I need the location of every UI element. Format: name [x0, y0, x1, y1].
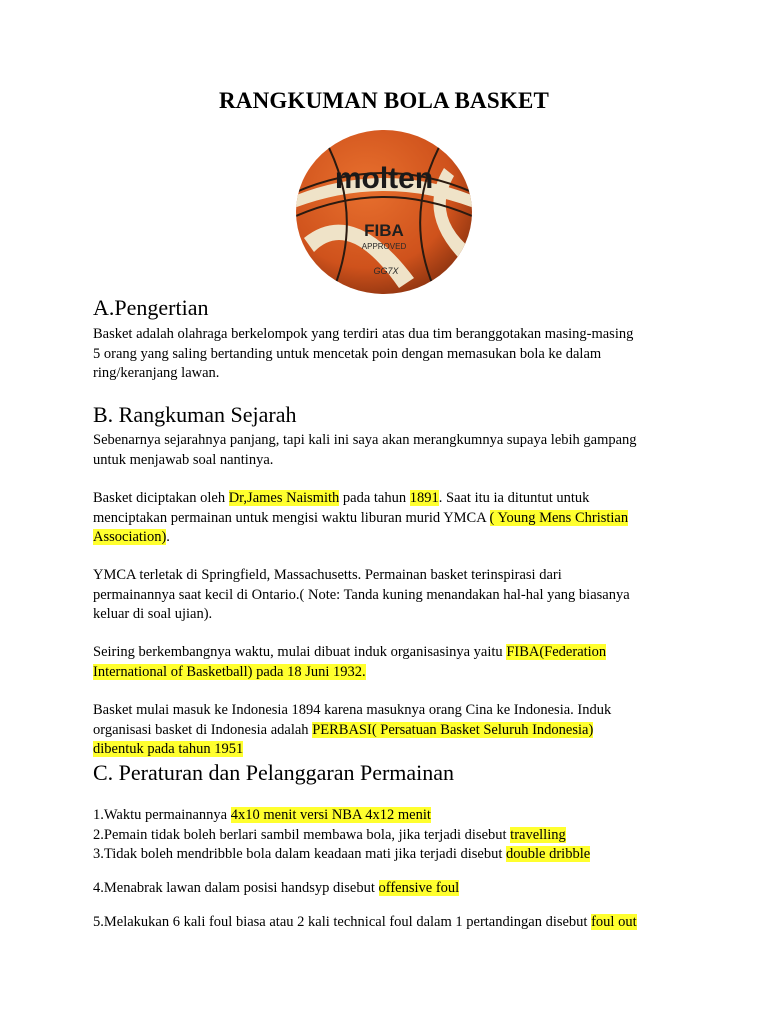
section-b-paragraph-indonesia	[93, 701, 683, 760]
text-line: Seiring berkembangnya waktu, mulai dibuat induk organisasinya yaitu FIBA(Federation	[93, 644, 607, 660]
text-line: 5 orang yang saling bertanding untuk mencetak poin dengan memasukan bola ke dalam	[93, 345, 602, 362]
rule-item: 4.Menabrak lawan dalam posisi handsyp disebut offensive foul	[93, 880, 460, 896]
basketball-image	[294, 128, 474, 296]
text-line	[93, 740, 683, 760]
highlight-year: 1891	[409, 490, 439, 506]
highlight-perbasi-cont: dibentuk pada tahun 1951	[93, 741, 244, 757]
rule-item: 2.Pemain tidak boleh berlari sambil membawa bola, jika terjadi disebut travelling	[93, 826, 566, 843]
text-line: Basket mulai masuk ke Indonesia 1894 karena masuknya orang Cina ke Indonesia. Induk	[93, 702, 612, 718]
rule-item: 1.Waktu permainannya 4x10 menit versi NBA 4x12 menit	[93, 807, 431, 823]
text-line: untuk menjawab soal nantinya.	[93, 451, 274, 468]
highlight-ymca-cont: Association)	[93, 529, 167, 545]
text-line: YMCA terletak di Springfield, Massachusetts. Permainan basket terinspirasi dari	[93, 567, 562, 583]
text-line: keluar di soal ujian).	[93, 606, 213, 622]
ball-approval: FIBA	[364, 221, 404, 240]
section-b-paragraph-fiba	[93, 643, 683, 682]
rule-highlight: double dribble	[506, 846, 591, 862]
text-line: ring/keranjang lawan.	[93, 365, 220, 381]
rule-highlight: travelling	[510, 826, 566, 843]
page-title: RANGKUMAN BOLA BASKET	[218, 88, 550, 113]
section-c-heading: C. Peraturan dan Pelanggaran Permainan	[93, 760, 455, 785]
section-b-paragraph-ymca	[93, 566, 683, 625]
ball-approval-sub: APPROVED	[361, 242, 407, 251]
text-line: Sebenarnya sejarahnya panjang, tapi kali ini saya akan merangkumnya supaya lebih gampang	[93, 432, 637, 448]
section-a-heading: A.Pengertian	[93, 295, 209, 320]
text-line: menciptakan permainan untuk mengisi waktu liburan murid YMCA ( Young Mens Christian	[93, 509, 629, 526]
section-b-paragraph-origin	[93, 489, 683, 548]
rule-highlight: offensive foul	[378, 880, 460, 896]
text-line: Basket diciptakan oleh Dr,James Naismith pada tahun 1891. Saat itu ia dituntut untuk	[93, 490, 590, 506]
rule-item-block	[93, 879, 683, 899]
rules-list	[93, 806, 683, 865]
rule-item: 3.Tidak boleh mendribble bola dalam keadaan mati jika terjadi disebut double dribble	[93, 846, 591, 862]
text-line: Basket adalah olahraga berkelompok yang terdiri atas dua tim beranggotakan masing-masing	[93, 326, 634, 342]
section-b-heading: B. Rangkuman Sejarah	[93, 402, 297, 427]
ball-brand: molten	[334, 162, 434, 195]
section-a-paragraph	[93, 325, 683, 384]
rule-highlight: 4x10 menit versi NBA 4x12 menit	[230, 807, 431, 823]
highlight-fiba-cont: International of Basketball) pada 18 Juni 1932.	[93, 663, 366, 680]
text-line	[93, 663, 683, 683]
highlight-ymca: ( Young Mens Christian	[489, 509, 629, 526]
text-line: organisasi basket di Indonesia adalah PERBASI( Persatuan Basket Seluruh Indonesia)	[93, 721, 594, 738]
section-b-intro	[93, 431, 683, 470]
text-line: permainannya saat kecil di Ontario.( Note: Tanda kuning menandakan hal-hal yang biasanya	[93, 586, 630, 603]
text-line: Association).	[93, 529, 170, 545]
rule-highlight: foul out	[591, 914, 637, 930]
highlight-perbasi: PERBASI( Persatuan Basket Seluruh Indonesia)	[312, 721, 594, 738]
ball-model: GG7X	[373, 266, 399, 276]
highlight-inventor: Dr,James Naismith	[228, 490, 340, 506]
rule-item-block	[93, 913, 683, 933]
highlight-fiba: FIBA(Federation	[506, 644, 607, 660]
rule-item: 5.Melakukan 6 kali foul biasa atau 2 kali technical foul dalam 1 pertandingan disebut foul out	[93, 914, 637, 930]
